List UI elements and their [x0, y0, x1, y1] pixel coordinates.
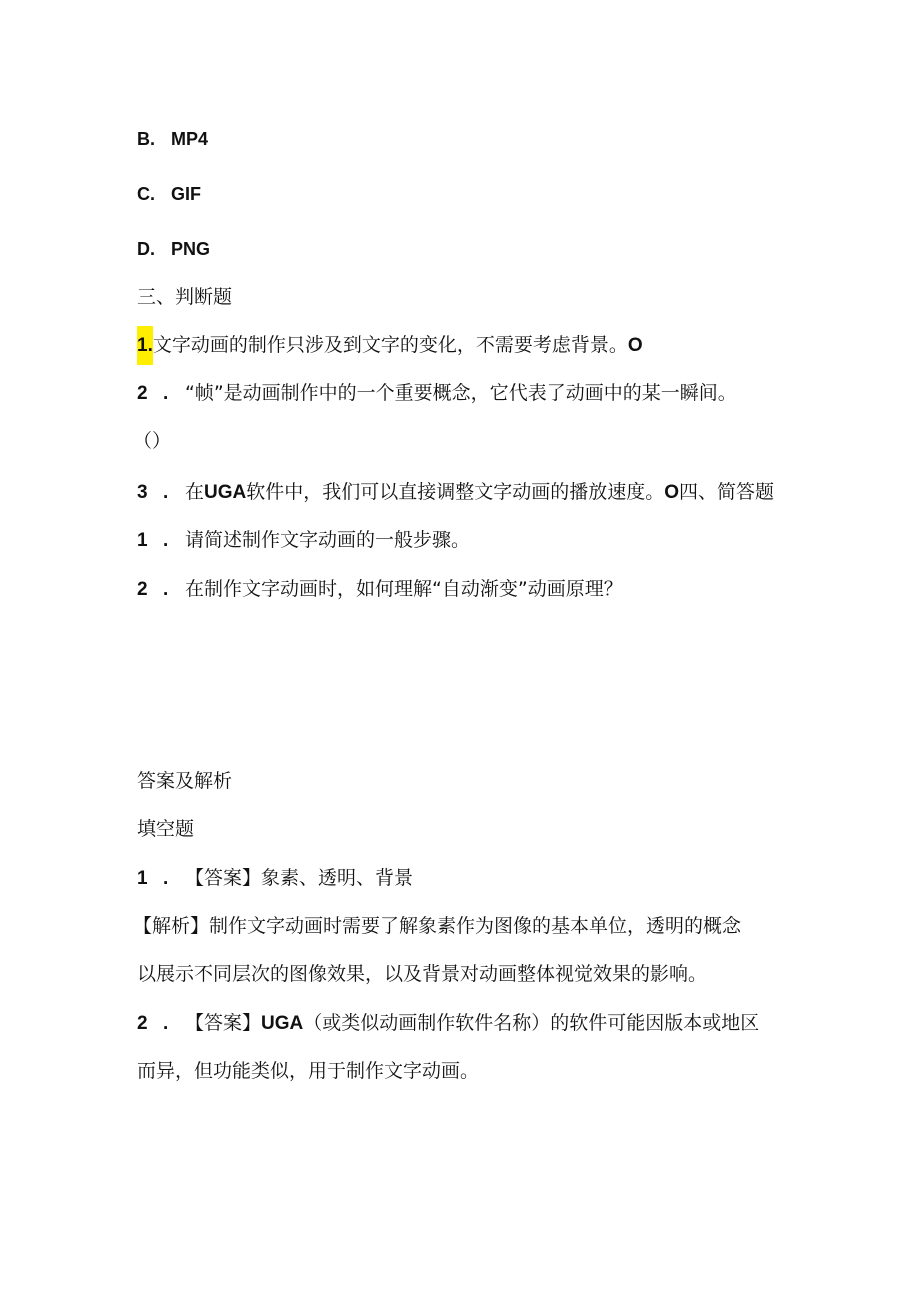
answer-mark: O — [627, 335, 643, 356]
question-text: 文字动画的制作只涉及到文字的变化，不需要考虑背景。 — [152, 334, 628, 356]
question-dot: . — [163, 530, 169, 551]
option-text: GIF — [171, 184, 202, 204]
question-text: 在制作文字动画时，如何理解“自动渐变”动画原理？ — [185, 578, 623, 600]
highlight-mark — [137, 326, 153, 365]
software-name: UGA — [204, 482, 247, 503]
answer-label: 【答案】 — [185, 1012, 262, 1034]
short-question-2 — [137, 576, 623, 603]
question-number: 1 — [137, 530, 148, 551]
section-heading: 三、判断题 — [137, 286, 233, 308]
option-letter: D. — [137, 239, 155, 259]
question-3 — [137, 479, 774, 506]
question-number: 2 — [137, 383, 148, 404]
question-1 — [137, 332, 643, 365]
answer-1 — [137, 865, 413, 892]
answer-dot: . — [163, 868, 169, 889]
answer-dot: . — [163, 1013, 169, 1034]
question-text: 请简述制作文字动画的一般步骤。 — [185, 529, 471, 551]
option-letter: C. — [137, 184, 155, 204]
question-pre: 在 — [185, 481, 205, 503]
question-number: 2 — [137, 579, 148, 600]
option-d — [137, 236, 210, 262]
answer-number: 2 — [137, 1013, 148, 1034]
option-letter: B. — [137, 129, 155, 149]
question-number: 1. — [137, 335, 153, 356]
question-dot: . — [163, 383, 169, 404]
answers-subheading: 填空题 — [137, 818, 195, 840]
question-number: 3 — [137, 482, 148, 503]
answer-text: 象素、透明、背景 — [261, 867, 414, 889]
question-text: 软件中，我们可以直接调整文字动画的播放速度。 — [246, 481, 665, 503]
answer-number: 1 — [137, 868, 148, 889]
question-2 — [137, 380, 737, 407]
option-b — [137, 126, 208, 152]
question-text: “帧”是动画制作中的一个重要概念，它代表了动画中的某一瞬间。 — [185, 382, 737, 404]
analysis-1-line-1 — [133, 913, 741, 939]
section-heading-inline: 四、简答题 — [679, 481, 775, 503]
software-name: UGA — [261, 1013, 304, 1034]
option-c — [137, 181, 201, 207]
question-dot: . — [163, 579, 169, 600]
option-text: PNG — [171, 239, 211, 259]
answer-mark: O — [664, 482, 680, 503]
analysis-1-line-2: 以展示不同层次的图像效果，以及背景对动画整体视觉效果的影响。 — [137, 963, 708, 985]
analysis-text: 制作文字动画时需要了解象素作为图像的基本单位，透明的概念 — [209, 915, 742, 937]
answer-2-line-1 — [137, 1010, 759, 1037]
answer-label: 【答案】 — [185, 867, 262, 889]
answer-2-line-2: 而异，但功能类似，用于制作文字动画。 — [137, 1060, 480, 1082]
short-question-1 — [137, 527, 470, 554]
answer-text: （或类似动画制作软件名称）的软件可能因版本或地区 — [303, 1012, 760, 1034]
option-text: MP4 — [171, 129, 209, 149]
analysis-label: 【解析】 — [133, 915, 210, 937]
question-2-paren: （） — [133, 430, 172, 452]
question-dot: . — [163, 482, 169, 503]
answers-heading: 答案及解析 — [137, 770, 233, 792]
